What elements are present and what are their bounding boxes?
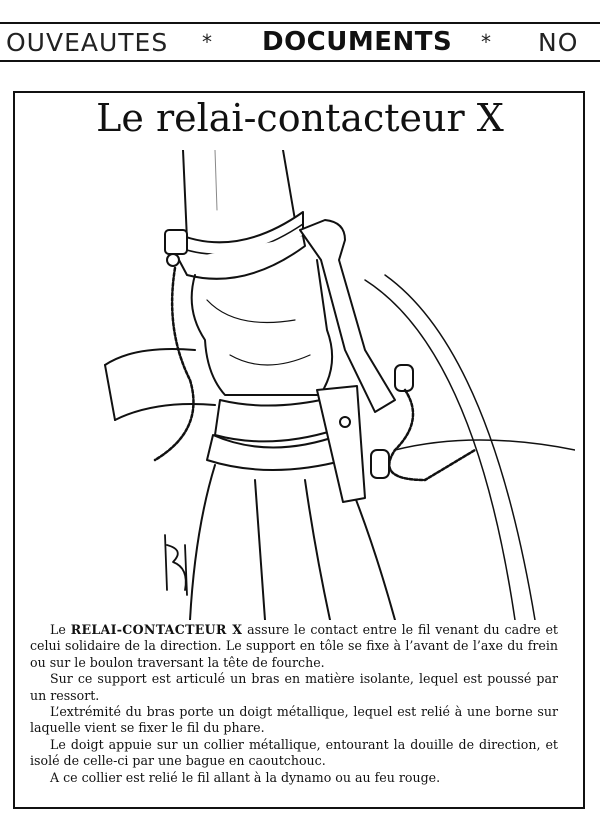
header-section-title: DOCUMENTS <box>262 27 453 57</box>
header-row <box>0 24 600 60</box>
down-tube <box>105 349 215 420</box>
relay-contactor-illustration <box>95 150 575 620</box>
artist-signature <box>165 535 187 595</box>
head-lug <box>192 260 332 395</box>
header-star-icon: * <box>481 30 491 54</box>
device-name: RELAI-CONTACTEUR X <box>70 622 243 637</box>
section-header <box>0 22 600 62</box>
support-bracket <box>300 220 395 412</box>
article-paragraph: Le doigt appuie sur un collier métallique, entourant la douille de direction, et isolé de celle-ci par une bague en caoutchouc. <box>30 736 558 769</box>
lead-pre: Le <box>50 622 71 637</box>
header-right-word: NO <box>538 28 579 57</box>
header-bottom-rule <box>0 60 600 62</box>
article-title: Le relai-contacteur X <box>96 96 504 140</box>
fork-crown <box>215 398 335 441</box>
article-paragraph: L’extrémité du bras porte un doigt métallique, lequel est relié à une borne sur laquelle vient se fixer le fil du phare. <box>30 704 558 736</box>
article-paragraph: A ce collier est relié le fil allant à la dynamo ou au feu rouge. <box>50 769 441 785</box>
header-star-icon: * <box>202 30 212 54</box>
wheel-arc <box>365 275 535 620</box>
article-paragraph: Sur ce support est articulé un bras en matière isolante, lequel est poussé par un ressort. <box>30 671 558 703</box>
article-paragraph <box>30 622 558 671</box>
article-body <box>30 622 558 786</box>
header-left-word: OUVEAUTES <box>6 28 169 57</box>
lead-post: assure le contact entre le fil venant du cadre et celui solidaire de la direction. Le support en tôle se fixe à l’avant de l’axe du frein ou sur le boulon traversant la tête de fourche. <box>30 622 558 670</box>
wire <box>155 268 193 460</box>
